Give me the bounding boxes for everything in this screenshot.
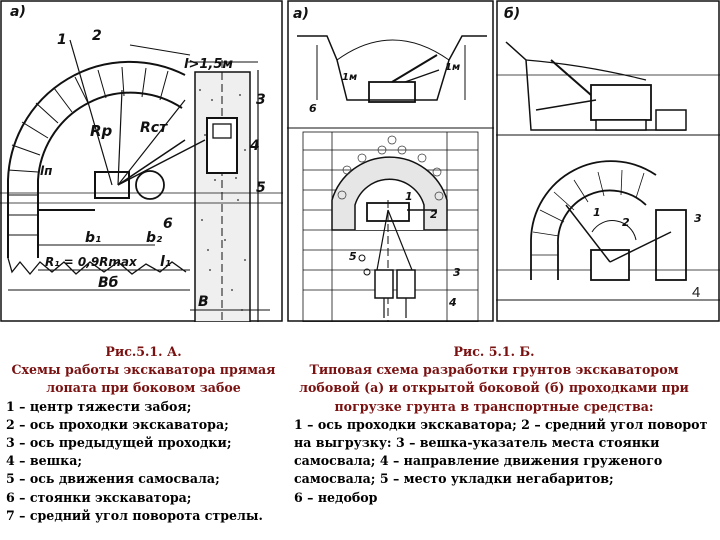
label-2: 2	[92, 28, 102, 44]
panel-label: а)	[293, 6, 309, 22]
label-b2: b₂	[146, 230, 163, 246]
label-l1: l₁	[160, 254, 171, 270]
legend-item: 4 – вешка;	[6, 453, 83, 469]
label-4: 4	[449, 296, 457, 309]
label-lp: lп	[40, 164, 53, 178]
label-bb: Bб	[98, 275, 119, 291]
legend-item: 2 – ось проходки экскаватора;	[6, 416, 229, 432]
panel-label: а)	[10, 4, 26, 20]
caption-left-title-line: Схемы работы экскаватора прямая	[11, 362, 276, 378]
figure-right-open-side	[496, 0, 720, 322]
caption-left-title-line: Рис.5.1. А.	[105, 344, 182, 359]
label-1: 1	[405, 190, 413, 203]
label-rst: Rст	[140, 120, 168, 136]
label-5: 5	[349, 250, 357, 263]
figure-middle-frontal	[287, 0, 494, 322]
label-3: 3	[453, 266, 461, 279]
legend-item: 7 – средний угол поворота стрелы.	[6, 507, 263, 523]
legend-item: 1 – ось проходки экскаватора; 2 – средний угол поворот	[294, 416, 708, 432]
label-2: 2	[430, 208, 438, 221]
label-rp: Rр	[90, 122, 113, 140]
legend-item: 1 – центр тяжести забоя;	[6, 398, 192, 414]
label-1: 1	[593, 206, 601, 219]
label-b1: b₁	[85, 230, 102, 246]
label-3: 3	[256, 92, 266, 108]
label-distance: l>1,5м	[184, 57, 234, 72]
figure-left-side-face	[0, 0, 283, 322]
label-1m-left: 1м	[342, 72, 358, 83]
caption-right-title-line: Типовая схема разработки грунтов экскаватором	[309, 362, 679, 378]
label-b: B	[198, 294, 209, 310]
legend-item: самосвала; 4 – направление движения груженого	[294, 453, 663, 469]
label-4: 4	[250, 138, 260, 154]
legend-item: 5 – ось движения самосвала;	[6, 471, 220, 487]
caption-left-title-line: лопата при боковом забое	[46, 380, 241, 396]
label-3: 3	[694, 212, 702, 225]
caption-right-title-line: Рис. 5.1. Б.	[453, 344, 535, 359]
caption-right	[294, 343, 714, 507]
legend-item: 6 – стоянки экскаватора;	[6, 489, 192, 505]
legend-item: 6 – недобор	[294, 489, 378, 505]
label-6: 6	[309, 102, 317, 115]
panel-label: б)	[504, 6, 521, 22]
legend-item: 3 – ось предыдущей проходки;	[6, 435, 232, 451]
label-1: 1	[57, 32, 67, 48]
label-1m-right: 1м	[445, 62, 461, 73]
caption-right-title-line: лобовой (а) и открытой боковой (б) проходками при	[299, 380, 689, 396]
label-2: 2	[622, 216, 630, 229]
label-rmax: R₁ = 0,9Rmax	[45, 255, 137, 269]
label-5: 5	[256, 180, 266, 196]
legend-item: самосвала; 5 – место укладки негабаритов;	[294, 471, 614, 487]
label-6: 6	[163, 216, 173, 232]
legend-item: на выгрузку: 3 – вешка-указатель места стоянки	[294, 435, 660, 451]
caption-left	[6, 343, 281, 525]
figure-tag-4: 4	[692, 284, 701, 301]
caption-right-title-line: погрузке грунта в транспортные средства:	[334, 398, 654, 414]
